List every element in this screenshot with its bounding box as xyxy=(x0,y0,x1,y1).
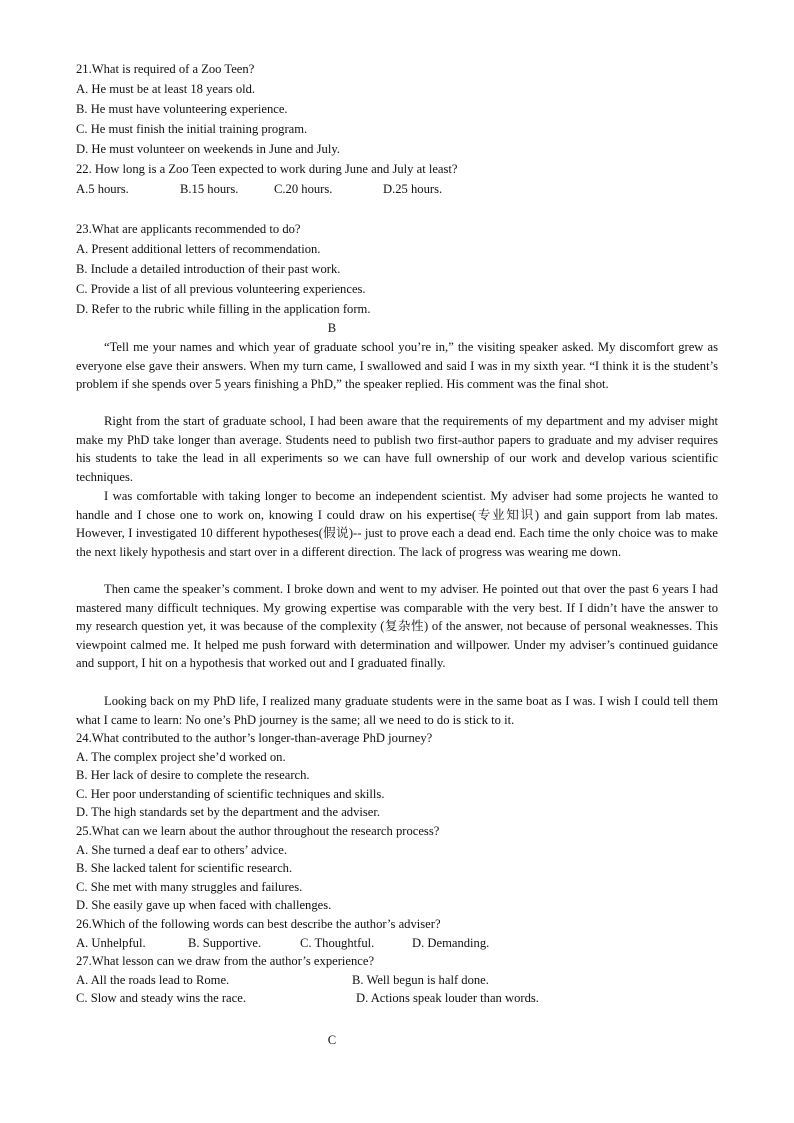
question-stem: 21.What is required of a Zoo Teen? xyxy=(76,62,255,76)
option-c: C. Thoughtful. xyxy=(300,935,375,950)
option-b: B. Her lack of desire to complete the research. xyxy=(76,768,310,783)
option-d: D. The high standards set by the department and the adviser. xyxy=(76,805,381,820)
passage-paragraph-1: “Tell me your names and which year of graduate school you’re in,” the visiting speaker asked. My discomfort grew as everyone else gave their answers. When my turn came, I swallowed and said I was in my sixth year. “I think it is the student’s problem if she spends over 5 years finishing a PhD,” the speaker replied. His comment was the final shot. xyxy=(76,340,718,392)
question-stem: 22. How long is a Zoo Teen expected to work during June and July at least? xyxy=(76,162,458,176)
question-21 xyxy=(76,59,718,159)
option-c: C. He must finish the initial training program. xyxy=(76,122,308,136)
option-a: A. Present additional letters of recommendation. xyxy=(76,242,321,256)
question-22 xyxy=(76,159,718,199)
question-stem: 25.What can we learn about the author throughout the research process? xyxy=(76,824,440,838)
question-stem: 23.What are applicants recommended to do? xyxy=(76,222,301,236)
option-d: D. She easily gave up when faced with challenges. xyxy=(76,898,332,913)
option-d: D. Actions speak louder than words. xyxy=(356,991,539,1006)
option-a: A. Unhelpful. xyxy=(76,935,146,950)
option-a: A. The complex project she’d worked on. xyxy=(76,749,286,764)
option-a: A. She turned a deaf ear to others’ advice. xyxy=(76,842,287,857)
passage-paragraph-2: Right from the start of graduate school, I had been aware that the requirements of my department and my adviser might make my PhD take longer than average. Students need to publish two first-author papers to graduate and my adviser requires his students to take the lead in all experiments so we can have full ownership of our work and develop various scientific techniques. xyxy=(76,414,718,484)
option-b: B. Include a detailed introduction of their past work. xyxy=(76,262,341,276)
option-d: D. He must volunteer on weekends in June and July. xyxy=(76,142,340,156)
option-b: B. He must have volunteering experience. xyxy=(76,102,288,116)
option-b: B.15 hours. xyxy=(180,182,239,196)
passage-paragraph-5: Looking back on my PhD life, I realized many graduate students were in the same boat as I was. I wish I could tell them what I came to learn: No one’s PhD journey is the same; all we need to do is stick to it. xyxy=(76,694,718,727)
question-23 xyxy=(76,219,718,319)
option-c: C. Her poor understanding of scientific techniques and skills. xyxy=(76,786,385,801)
options-row xyxy=(76,934,718,953)
section-heading-b: B xyxy=(327,321,337,335)
option-c: C. Slow and steady wins the race. xyxy=(76,991,246,1006)
option-c: C. Provide a list of all previous volunteering experiences. xyxy=(76,282,366,296)
question-26 xyxy=(76,915,718,952)
question-stem: 24.What contributed to the author’s longer-than-average PhD journey? xyxy=(76,731,433,745)
passage-paragraph-3: I was comfortable with taking longer to become an independent scientist. My adviser had some projects he wanted to handle and I chose one to work on, knowing I could draw on his expertise(专业知识) and gain support from lab mates. However, I investigated 10 different hypotheses(假说)-- just to prove each a dead end. Each time the only choice was to make the next likely hypothesis and start over in a different direction. The lack of progress was wearing me down. xyxy=(76,489,718,559)
question-27 xyxy=(76,952,718,1008)
option-b: B. Well begun is half done. xyxy=(352,972,489,987)
option-a: A. He must be at least 18 years old. xyxy=(76,82,256,96)
option-d: D. Refer to the rubric while filling in the application form. xyxy=(76,302,371,316)
question-25 xyxy=(76,822,718,915)
option-a: A. All the roads lead to Rome. xyxy=(76,972,230,987)
options-row-1 xyxy=(76,971,718,990)
option-d: D.25 hours. xyxy=(383,182,443,196)
option-b: B. She lacked talent for scientific research. xyxy=(76,861,293,876)
options-row-2 xyxy=(76,989,718,1008)
option-c: C. She met with many struggles and failures. xyxy=(76,879,303,894)
section-heading-c: C xyxy=(327,1033,337,1047)
option-a: A.5 hours. xyxy=(76,182,129,196)
question-stem: 26.Which of the following words can best describe the author’s adviser? xyxy=(76,917,441,931)
options-row xyxy=(76,179,718,199)
option-d: D. Demanding. xyxy=(412,935,490,950)
option-b: B. Supportive. xyxy=(188,935,262,950)
option-c: C.20 hours. xyxy=(274,182,333,196)
passage-paragraph-4: Then came the speaker’s comment. I broke down and went to my adviser. He pointed out that over the past 6 years I had mastered many difficult techniques. My growing expertise was comparable with the very best. If I didn’t have the answer to my research question yet, it was because of the complexity (复杂性) of the answer, not because of personal weaknesses. This viewpoint calmed me. It helped me push forward with determination and willpower. Under my adviser’s continued guidance and support, I hit on a hypothesis that worked out and I graduated finally. xyxy=(76,582,718,671)
question-24 xyxy=(76,729,718,822)
question-stem: 27.What lesson can we draw from the author’s experience? xyxy=(76,954,375,968)
